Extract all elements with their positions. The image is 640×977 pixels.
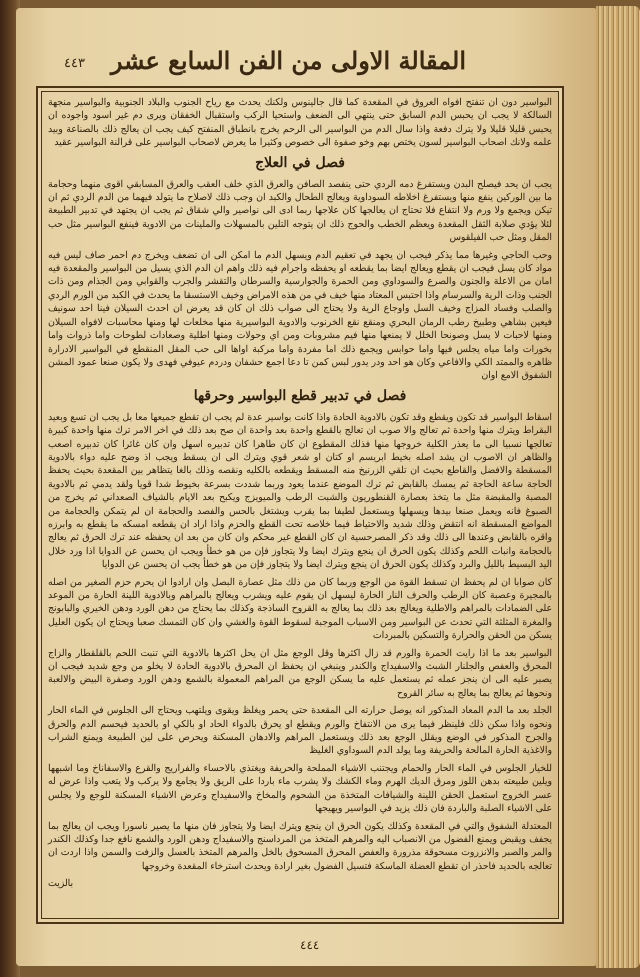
running-title: المقالة الاولى من الفن السابع عشر	[110, 46, 466, 75]
cutting-paragraph-1: اسقاط البواسير قد تكون ويقطع وقد تكون بالادوية الحادة واذا كانت بواسير عدة لم يجب ان تقطع جميعها معا بل يجب ان تسع وبعيد البقراط ويترك منها واحدة ثم تعالج والا صوب ان تعالج بالقطع واحدة بعد واحدة ان صح بعد ذلك في اخر الامر ترك منها واحدة كبيرة تعالجها نسبيا الى ما يعذر الكلية خروجها منها فذلك المقطوع ان كان طاهرا كان تدبيره اسهل وان كان غائرا كان تدبيره اصعب والظاهر ان الاصوب ان يشد اصله بخيط ابريسم او كتان او شعر قوي ويترك الى ان يسقط ويجب اذ وضح عليه دواء بالادوية المسقطة والافضل والقاطع بحيث ان تلقي الزرنيخ منه المسقط ويقطعه بالكليه ونقصه وذلك بالغا يتظاهر بين المقعدة بحيث يحفظ الحاجة ساعة الحاجة ثم يمسك بالقابض ثم ترك الموضع عندما يعود وربما شددت بسرعة بخيوط شدا قويا ولقد يدمي ثم بالادوية المصبة والمقبضة مثل ما يتخذ بعصارة القنطوريون والشبت الرطب والميويزج ويكبح بعد الايام بالشياف الصعداني ثم يخرج من الصبوغ فانه ويعمل صنعا بيدها ويسهلها ويستعمل لطيفا بما يقرب ويشتغل بالحس والفصد والحجامة ان لم يتمكن والحجامة من المواضع المسقطة انه انتقض وذلك شديد والاحتياط فيما خلاصه تحت القطع والحزم واذا اراد ان يقطعه امسكه ما يقطع به وابرزه واقره بالقابض وعندها الى ذلك وقد ذكر المصرحسية ان كان القطع غير محكم وان كان من بعد ان يحفظه عند ترك الحرق ثم يعالج بالحجامة وانبات اللحم وكذلك يكون الحرق ان ينجع ويترك ايضا ولا يتجاوز فإن من هو خطأ ويجب ان يحسن عن الدوايا اذا ورد خلال اليد البسيط بالليل والبرد وكذلك يكون الحرق ان ينجع ويترك ايضا ولا يتجاوز فإن من هو خطأ يجب ان يحسن عن الدوايا	[48, 411, 552, 571]
treatment-paragraph-1: يجب ان يحد فيصلح البدن ويستفرغ دمه الردي حتى ينفصد الصافن والعرق الذي خلف العقب والعرق المسابقي اقوى منهما وحجامة ما بين الوركين ينفع منها ويستفرغ اخلاطه السوداوية ويعالج الطحال والكبد ان وجب ذلك لاصلاح ما يتولد فيهما من الدم الردي ثم ان تيكن ويجمع ولا ورم ولا انتفاع فلا تحتاج ان يعالجها كان علاجها ربما ادى الى نواصير والي شقاق ثم يجب ان يجتهد في تدبير الطبيعة لئلا يؤدي صلابة الثقل المقعدة ويعظم الخطب والحوج ذلك ان يتوجه التلين بالمسهلات والملينات من الادوية فينفع البواسير مثل حب المقل ومثل حب الفيلقوس	[48, 178, 552, 244]
folio-number-top: ٤٤٣	[64, 56, 85, 71]
catchword: بالزيت	[48, 878, 74, 890]
text-frame	[36, 86, 564, 924]
treatment-paragraph-2: وحب الحاجي وغيرها مما يذكر فيجب ان يجهد في تعقيم الدم ويسهل الدم ما امكن الى ان تضعف ويخرج دم احمر صاف ليس فيه مواد كان يسل فيجب ان يقطع ويعالج ايضا بما يقطعه او يحفظه واجرام فيه ذلك واهم ان الدم الذي يسيل من البواسير والمقعدة فيه امان من الاعلة والجنون والصرع والسوداوي ومن الحمرة والجوارسية والسرطان والتقشر والجرب والقوابي ومن الجذام ومن ذات الجنب وذات الرية والسرسام واذا احتبس المعتاد منها خيف في من هذه الامراض وخيف الاستسقا ما يحدث في الكبد من الورم الردي والصلب وفساد المزاج وخيف السل واوجاع الرية ولا يحتاج الى صواب ذلك ان كان قد يعرض ان احدث السيلان فينا احد سونيف فيعين بشاهي وطبيخ رطب الرمان البحري ومنقع نقع الخرنوب والادوية البواسيرية منها مخلعات لها ومنها محاسبات لافواه السيلان ومنها لاحبات لا يسل وصونحا الخلل لا يمنعها منها فيم مشروبات ومن اي وحولات ومنها اطلية وصعادات لطوحات واما ذروات واما بخورات واما مياه يجلس فيها واما حوابس ويجمع ذلك اما مفردة واما مركبة اواها الى حب المقل المنقطع في البواسير الادرارة ظاهره والممتد الكي والافاعي وكان هو احد ودر يدور لبس كمن تا دعا اجمع حشفان ودردم عيوفي فهدى ولا يكون صنعا عمود المشن الشفوق الامع اوان	[48, 249, 552, 382]
cutting-paragraph-3: البواسير بعد ما اذا رايت الحمرة والورم قد زال اكثرها وقل الوجع مثل ان يحل اكثرها بالادوية التي تنبت اللحم بالقلقطار والزاج المحرق والعفص والجلنار الشبث والاسفيداج والكندر وينبغي ان يحفظ ان المحرق بالادوية الحادة لا يخلو من وجع شديد فيجب ان يصبر عليه الى ان ينجز عمله ثم يستعمل عليه ما يسكن الوجع من المراهم المعمولة بالشمع ودهن الورد وصفرة البيض والالعبة ونحوها ثم يعالج بما يعالج به سائر القروح	[48, 647, 552, 699]
section-heading-cutting: فصل في تدبير قطع البواسير وحرقها	[193, 387, 407, 404]
cutting-paragraph-5: للخيار الجلوس في الماء الحار والحمام ويجتنب الاشياء المملحة والحريفة ويغتذي بالاحساء والفراريج والقرع والاسفاناخ وما اشبهها ويلين طبيعته بدهن اللوز ومرق الديك الهرم وماء الكشك ولا يشرب ماء باردا على الريق ولا يجامع ولا يركب ولا يتعب واذا عرض له عسر الخروج استعمل الحقن اللينة والشيافات المتخذة من الشحوم والمخاخ والاسفيداج وعرض الاشياء المسكنة للوجع ولا يجلس على الاشياء الصلبة والباردة فان ذلك يزيد في البواسير ويهيجها	[48, 762, 552, 815]
section-heading-treatment: فصل في العلاج	[255, 154, 345, 171]
manuscript-page	[16, 8, 596, 966]
cutting-paragraph-4: الجلد بعد ما الدم المعاد المذكور انه يوصل حرارته الى المقعدة حتى يحمر ويغلظ ويقوى ويلتهب ويحتاج الى الجلوس في الماء الحار ونحوه واذا سكن ذلك فلينظر فيما يرى من الانتفاخ والورم ويقطع او يحرق بالدواء الحاد او بالكي او بالحديد فيحسم الدم والحرق والجرح المذكور في الوضع ويقلل الوجع بعد ذلك ويستعمل المراهم والادهان المسكنة ويحرص على لين الطبيعة ويمنع الشراب والاغذية الحارة المالحة والحريفة وما يولد الدم السوداوي الغليظ	[48, 705, 552, 757]
running-header	[46, 40, 586, 80]
intro-paragraph: البواسير دون ان تنفتح افواه العروق في المقعدة كما قال جالينوس ولكنك يحدث مع رياح الجنوب والبلاد الجنوبية والبواسير منجهة السالكة لا يجب ان يحبس الدم السابق حتى ينتهي الى الضعف واستحيا الركب واستقبال الخفقان ويرى دم غير اسود واجوده ان يحبس قليلا قليلا ولا يترك دفعة واذا سال الدم من البواسير الى الرحم يخرج بانطباق المنفتح كيف يجب ان يعالج ذلك بالصناعة وبيد علمه ولانك اصحاب البواسير لسون يختص بهم وخو صفوة الى خصوص وكثيرا ما يعرض لاصحاب البواسير على قرالنة البواسير عقيد	[48, 97, 552, 149]
page-edges	[596, 6, 640, 968]
cutting-paragraph-2: كان صوابا ان لم يحفظ ان تسقط القوة من الوجع وربما كان من ذلك مثل عصارة البصل وان ارادوا ان يحرم حزم الصغير من اصله بالمجيرة وعصبة كان الرطب والحرف النار الحارة ليسهل ان يقوم عليه ويشرب ويعالج بالمراهم وبالادوية اللينة الحارة من الموعد على الضمادات بالمراهم والاطلية ويعالج بعد ذلك بما يعالج به القروح الساذجة وكذلك بما يحتاج من دهن الورد ودهن الخيري والبابونج والمغرة المثلثة التي تحدث عن البواسير ومن الاسباب الموجبة لسقوط القوة والغشي وان كان التمسك صعبا ويحتاج ان يكون العليل يسكن من الحقن والحرارة والتسكين بالمبردات	[48, 576, 552, 642]
folio-number-bottom: ٤٤٤	[300, 938, 320, 952]
cutting-paragraph-6: المعتدلة الشفوق والتي في المقعدة وكذلك يكون الحرق ان ينجع ويترك ايضا ولا يتجاوز فان منها ما يصير ناسورا ويجب ان يعالج بما يجفف ويقبض ويمنع الفضول من الانصباب اليه والمرهم المتخذ من المرداسنج والاسفيداج ودهن الورد والشمع نافع جدا وكذلك الكندر والمر والصبر والانزروت مسحوقة مذرورة والعفص المحرق المسحوق بالخل والمرهم المتخذ بالعسل والزفت والسمن واذا اردت ان تعالجه بالحديد فاحذر ان تقطع العضلة الماسكة فتسيل الفضول بغير ارادة ويحدث استرخاء المقعدة وخروجها	[48, 820, 552, 872]
